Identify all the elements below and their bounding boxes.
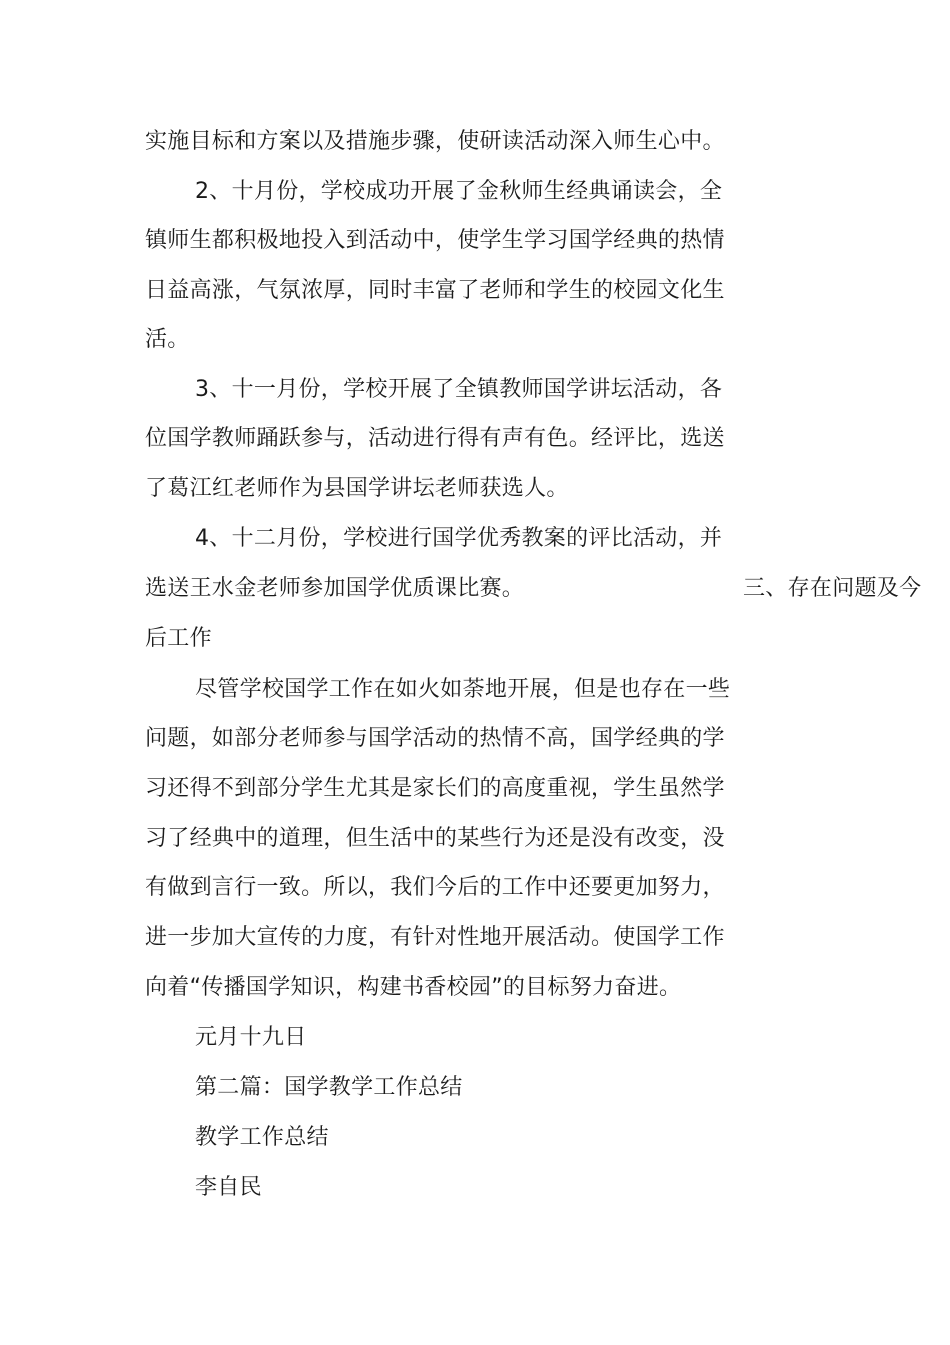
paragraph-line: 活。 [145,327,190,352]
section-heading: 三、存在问题及今 [743,576,922,601]
paragraph-line: 进一步加大宣传的力度，有针对性地开展活动。使国学工作 [145,925,725,950]
paragraph-line: 日益高涨，气氛浓厚，同时丰富了老师和学生的校园文化生 [145,278,725,303]
paragraph-line [145,574,922,604]
item-2-line: 2、十月份，学校成功开展了金秋师生经典诵读会，全 [195,179,723,204]
paragraph-line: 了葛江红老师作为县国学讲坛老师获选人。 [145,476,569,501]
item-3-line: 3、十一月份，学校开展了全镇教师国学讲坛活动，各 [195,377,723,402]
paragraph-line: 向着“传播国学知识，构建书香校园”的目标努力奋进。 [145,975,682,1000]
document-title: 教学工作总结 [195,1125,329,1150]
paragraph-line: 镇师生都积极地投入到活动中，使学生学习国学经典的热情 [145,228,725,253]
paragraph-text: 选送王水金老师参加国学优质课比赛。 [145,576,525,601]
item-4-line: 4、十二月份，学校进行国学优秀教案的评比活动，并 [195,526,723,551]
paragraph-line: 位国学教师踊跃参与，活动进行得有声有色。经评比，选送 [145,426,725,451]
paragraph-line: 习还得不到部分学生尤其是家长们的高度重视，学生虽然学 [145,776,725,801]
paragraph-line: 习了经典中的道理，但生活中的某些行为还是没有改变，没 [145,826,725,851]
paragraph-line: 问题，如部分老师参与国学活动的热情不高，国学经典的学 [145,726,725,751]
paragraph-line: 实施目标和方案以及措施步骤，使研读活动深入师生心中。 [145,129,725,154]
paragraph-line: 尽管学校国学工作在如火如荼地开展，但是也存在一些 [195,677,731,702]
paragraph-line: 有做到言行一致。所以，我们今后的工作中还要更加努力， [145,875,725,900]
date-line: 元月十九日 [195,1025,307,1050]
chapter-title: 第二篇：国学教学工作总结 [195,1075,463,1100]
section-heading-continued: 后工作 [145,626,212,651]
author-name: 李自民 [195,1175,262,1200]
